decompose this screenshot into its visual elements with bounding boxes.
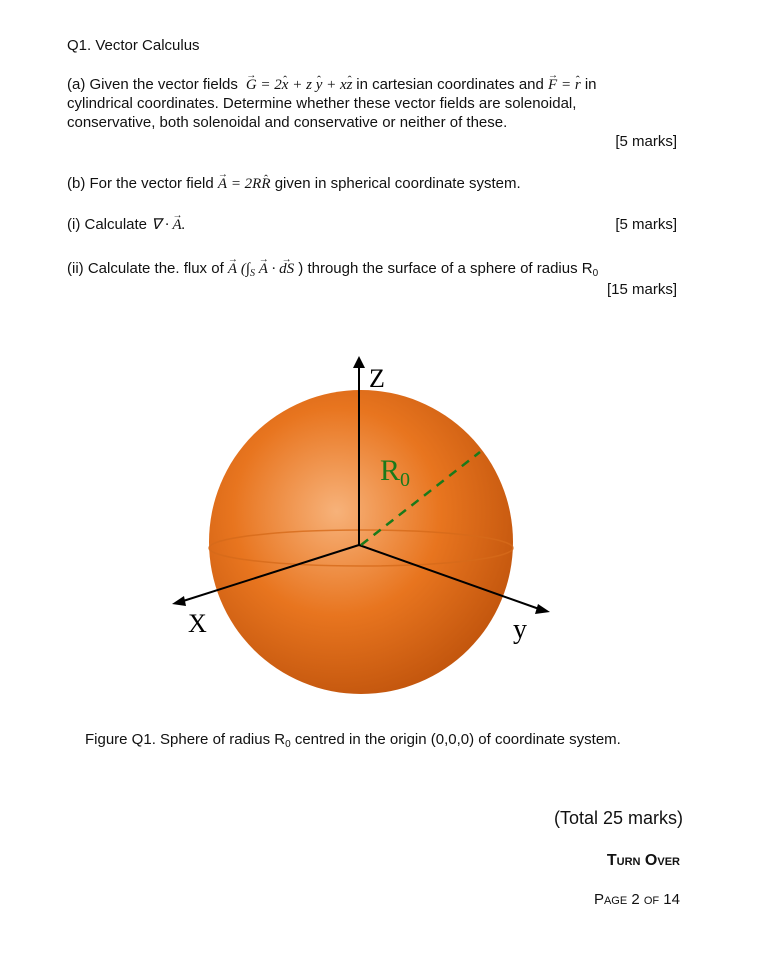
- x-axis-arrow-icon: [172, 596, 186, 606]
- part-a-g-expression: → G = 2ˆ x + z ˆ y + xˆ z: [242, 77, 356, 93]
- part-a-f-expression: → F = ˆ r: [548, 77, 581, 93]
- part-i-marks: [5 marks]: [615, 216, 677, 233]
- sphere-figure: [150, 340, 570, 700]
- figure-caption: Figure Q1. Sphere of radius $R_0$ centred in the origin (0,0,0) of coordinate system.: [85, 731, 621, 750]
- part-a-tail: in: [580, 76, 597, 93]
- part-b-line: [67, 175, 521, 193]
- part-a-marks: [5 marks]: [615, 133, 677, 150]
- part-a-line1: [67, 76, 597, 94]
- part-ii-line: [67, 260, 598, 283]
- part-ii-marks: [15 marks]: [606, 281, 677, 298]
- total-marks: (Total 25 marks): [553, 808, 683, 828]
- part-b-a-expression: → A = 2Rˆ R: [218, 176, 271, 192]
- part-a-mid: in cartesian coordinates and: [356, 76, 549, 93]
- part-i-lead: (i) Calculate: [67, 216, 152, 233]
- part-ii-sub: 0: [592, 268, 599, 279]
- z-axis-arrow-icon: [353, 356, 365, 368]
- question-heading: Q1. Vector Calculus: [67, 37, 200, 54]
- part-a-lead: (a) Given the vector fields: [67, 76, 238, 93]
- part-b-tail: given in spherical coordinate system.: [274, 175, 521, 192]
- x-axis-label: X: [188, 609, 207, 638]
- turn-over: Turn Over: [606, 852, 680, 869]
- part-ii-tail: ) through the surface of a sphere of radius R: [294, 260, 593, 277]
- sphere: [209, 390, 513, 694]
- z-axis-label: Z: [369, 364, 385, 393]
- y-axis-label: y: [513, 614, 527, 645]
- part-i-expression: ∇ · → A.: [151, 217, 185, 233]
- part-ii-expression: → A ($\int_S \to A$ · → dS: [228, 261, 294, 277]
- part-a-line3: conservative, both solenoidal and conservative or neither of these.: [67, 114, 508, 131]
- part-a-line2: cylindrical coordinates. Determine whether these vector fields are solenoidal,: [67, 95, 577, 112]
- part-i-line: [67, 216, 185, 234]
- radius-label: $R_0$: [380, 454, 411, 491]
- part-b-lead: (b) For the vector field: [67, 175, 218, 192]
- part-ii-lead: (ii) Calculate the. flux of: [67, 260, 228, 277]
- page-number: Page 2 of 14: [593, 891, 680, 908]
- y-axis-arrow-icon: [535, 604, 550, 614]
